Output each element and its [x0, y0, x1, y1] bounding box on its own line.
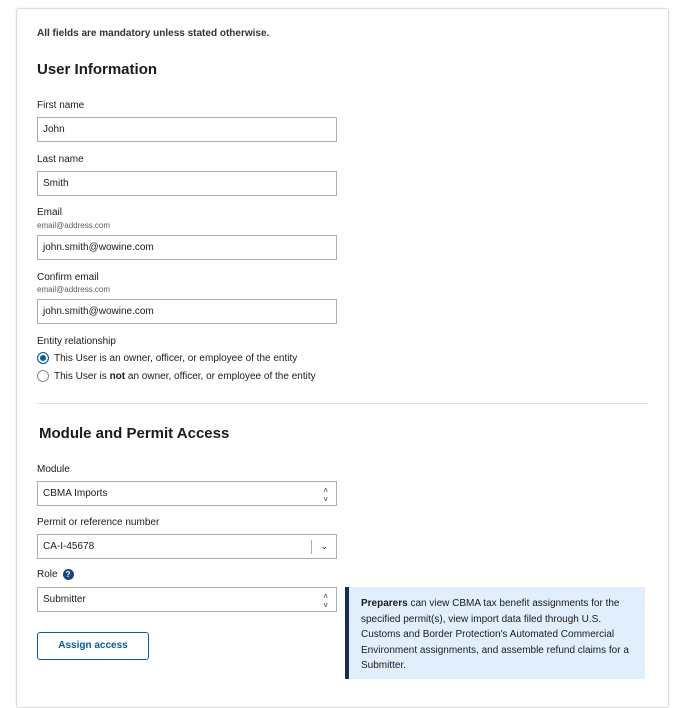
section-divider	[37, 403, 648, 404]
role-value: Submitter	[43, 594, 86, 605]
first-name-label: First name	[37, 100, 85, 111]
radio-label: This User is an owner, officer, or employee of the entity	[54, 352, 298, 364]
module-select[interactable]	[37, 481, 337, 506]
help-icon[interactable]: ?	[63, 569, 74, 580]
updown-chevron-icon: ˄ ˅	[323, 486, 328, 504]
radio-unselected-icon[interactable]	[37, 370, 49, 382]
email-input[interactable]: john.smith@wowine.com	[37, 235, 337, 260]
entity-relationship-label: Entity relationship	[37, 336, 116, 347]
module-access-heading: Module and Permit Access	[39, 425, 230, 442]
entity-radio-owner[interactable]	[37, 352, 297, 364]
email-hint: email@address.com	[37, 221, 111, 230]
confirm-email-input[interactable]: john.smith@wowine.com	[37, 299, 337, 324]
radio-label-bold: not	[109, 370, 126, 382]
entity-radio-not-owner[interactable]	[37, 370, 316, 382]
radio-label-post: an owner, officer, or employee of the entity	[125, 370, 316, 382]
info-bold: Preparers	[361, 598, 408, 609]
confirm-email-hint: email@address.com	[37, 285, 111, 294]
role-label-row	[37, 569, 74, 580]
chevron-down-icon[interactable]: ⌄	[320, 541, 328, 551]
confirm-email-label: Confirm email	[37, 272, 99, 283]
permit-value: CA-I-45678	[43, 541, 95, 552]
role-select[interactable]	[37, 587, 337, 612]
last-name-label: Last name	[37, 154, 84, 165]
permit-label: Permit or reference number	[37, 517, 160, 528]
radio-selected-icon[interactable]	[37, 352, 49, 364]
combobox-separator	[311, 540, 312, 554]
first-name-input[interactable]: John	[37, 117, 337, 142]
assign-access-button[interactable]: Assign access	[37, 632, 149, 660]
role-label: Role	[37, 569, 58, 581]
user-info-heading: User Information	[37, 61, 158, 78]
email-label: Email	[37, 207, 63, 218]
module-label: Module	[37, 464, 70, 475]
last-name-input[interactable]: Smith	[37, 171, 337, 196]
mandatory-note: All fields are mandatory unless stated otherwise.	[37, 28, 270, 39]
updown-chevron-icon: ˄ ˅	[323, 592, 328, 610]
info-text: can view CBMA tax benefit assignments for the specified permit(s), view import data filed through U.S. Customs and Border Protection's Automated Commercial Environment assignments, and assemble refund claims for a Submitter.	[361, 598, 629, 671]
role-info-tooltip	[345, 587, 645, 679]
radio-label-pre: This User is	[54, 370, 110, 382]
radio-label	[54, 371, 316, 382]
module-value: CBMA Imports	[43, 488, 108, 499]
permit-combobox[interactable]	[37, 534, 337, 559]
